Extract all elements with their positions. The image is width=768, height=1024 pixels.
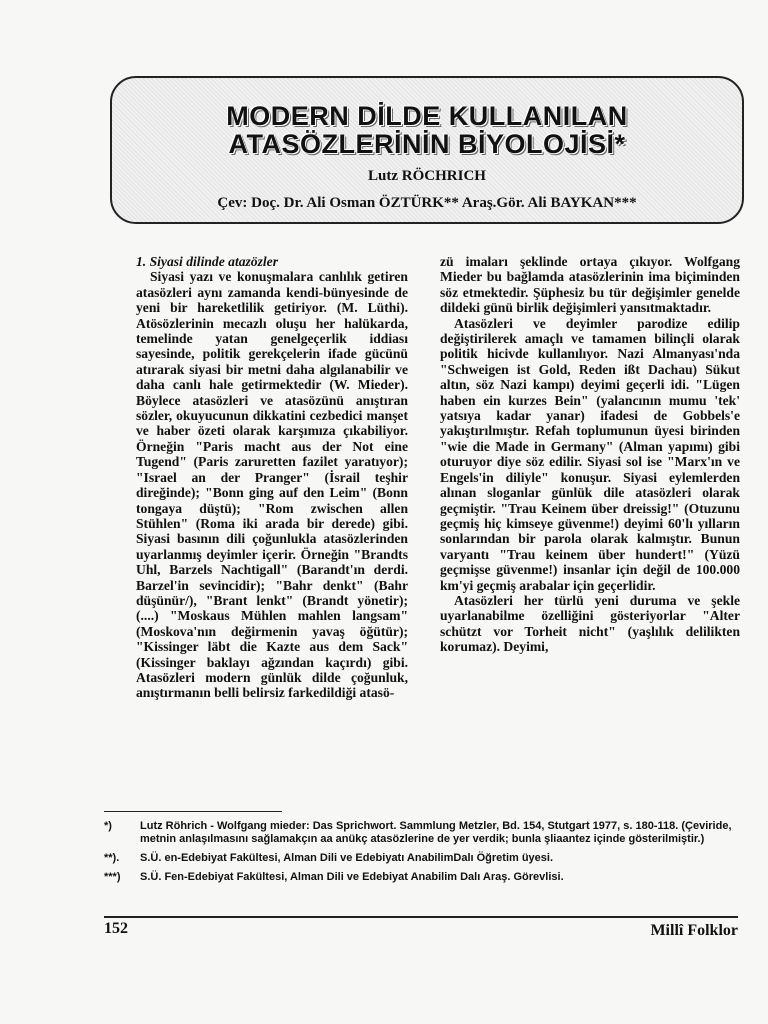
footnotes — [104, 820, 734, 890]
section-heading: 1. Siyasi dilinde atazözler — [136, 254, 278, 269]
footnote-mark: ***) — [104, 871, 121, 883]
footnote-divider — [104, 811, 282, 812]
journal-name: Millî Folklor — [650, 922, 738, 939]
translators: Çev: Doç. Dr. Ali Osman ÖZTÜRK** Araş.Gör. Ali BAYKAN*** — [217, 195, 637, 211]
footnote — [104, 871, 734, 884]
article-title-line-1: MODERN DİLDE KULLANILAN — [226, 101, 628, 131]
right-column — [440, 254, 740, 655]
footnote — [104, 852, 734, 865]
author: Lutz RÖCHRICH — [368, 168, 486, 184]
title-box — [110, 76, 744, 224]
right-paragraph-3: Atasözleri her türlü yeni duruma ve şekle uyarlanabilme özelliğini gösteriyorlar "Alter schützt vor Torheit nicht" (yaşlılık delilikten korumaz). Deyimi, — [440, 592, 740, 655]
footnote-text: Lutz Röhrich - Wolfgang mieder: Das Sprichwort. Sammlung Metzler, Bd. 154, Stutgart 1977, s. 180-118. (Çeviride, metnin anlaşılmasını sağlamakçın aa anükç atasözlerine de yer verdik; bunla şliaantez içinde gösterilmiştir.) — [140, 820, 732, 845]
article-title-line-2: ATASÖZLERİNİN BİYOLOJİSİ* — [228, 129, 626, 159]
page-number: 152 — [104, 920, 128, 937]
left-column — [136, 254, 408, 701]
footnote — [104, 820, 734, 846]
footnote-text: S.Ü. Fen-Edebiyat Fakültesi, Alman Dili ve Edebiyat Anabilim Dalı Araş. Görevlisi. — [140, 871, 564, 883]
footnote-mark: *) — [104, 820, 112, 832]
right-paragraph-2: Atasözleri ve deyimler parodize edilip değiştirilerek amaçlı ve tamamen bilinçli olarak politik hicivde kullanılıyor. Nazi Almanyası'nda "Schweigen ist Gold, Reden ißt Dachau) Sükut altın, söz Nazi kampı) deyimi geçerli idi. "Lügen haben ein kurzes Bein" (yalancının mumu 'tek' yatsıya kadar yanar) ifadesi de Gobbels'e yakıştırılmıştır. Refah toplumunun üyesi birinden "wie die Made in Germany" (Alman yapımı) gibi oturuyor diye söz edilir. Siyasi sol ise "Marx'ın ve Engels'in diliyle" konuşur. Siyasi eylemlerden alınan sloganlar günlük dile atasözleri olarak geçmiştir. "Trau Keinem über dreissig!" (Otuzunu geçmiş hiç kimseye güvenme!) deyimi 60'lı yılların sonlarından bir parola olarak kalmıştır. Bunun varyantı "Trau keinem über hundert!" (Yüzü geçmişse güvenme!) insanlar için değil de 100.000 km'yi geçmiş arabalar için geçerlidir. — [440, 315, 740, 593]
footnote-text: S.Ü. en-Edebiyat Fakültesi, Alman Dili ve Edebiyatı AnabilimDalı Öğretim üyesi. — [140, 852, 554, 864]
left-paragraph: Siyasi yazı ve konuşmalara canlılık getiren atasözleri aynı zamanda kendi-bünyesinde de yeni bir hareketlilik getiriyor. (M. Lüthi). Atösözlerinin mecazlı oluşu her halükarda, temelinde yatan genelgeçerlik iddiası sayesinde, politik gerekçelerin ifade gücünü atırarak siyasi bir metni daha algılanabilir ve daha canlı hale getirmektedir (W. Mieder). Böylece atasözleri ve atasözünü anıştıran sözler, okuyucunun dikkatini cezbedici manşet ve haber özeti olarak karşımıza çıkabiliyor. Örneğin "Paris macht aus der Not eine Tugend" (Paris zaruretten fazilet yaratıyor); "Israel an der Pranger" (İsrail teşhir direğinde); "Bonn ging auf den Leim" (Bonn tongaya düştü); "Rom zwischen allen Stühlen" (Roma iki arada bir derede) gibi. Siyasi basının dili çoğunlukla atasözlerinden uyarlanmış deyimler içerir. Örneğin "Brandts Uhl, Barzels Nachtigall" (Barandt'ın derdi. Barzel'in sevincidir); "Bahr denkt" (Bahr düşünür/), "Brant lenkt" (Brandt yönetir); (....) "Moskaus Mühlen mahlen langsam" (Moskova'nın değirmenin yavaş öğütür); "Kissinger läbt die Kazte aus dem Sack" (Kissinger baklayı ağzından kaçırdı) gibi. Atasözleri modern günlük dilde çoğunluk, anıştırmanın belli belirsiz farkedildiği atasö- — [136, 269, 408, 701]
right-paragraph-1: zü imaları şeklinde ortaya çıkıyor. Wolfgang Mieder bu bağlamda atasözlerinin ima biçiminden söz etmektedir. Şüphesiz bu tür değişimler genelde dildeki günü birlik değişimleri yansıtmaktadır. — [440, 254, 740, 316]
footer-divider — [104, 916, 738, 918]
footnote-mark: **). — [104, 852, 120, 864]
